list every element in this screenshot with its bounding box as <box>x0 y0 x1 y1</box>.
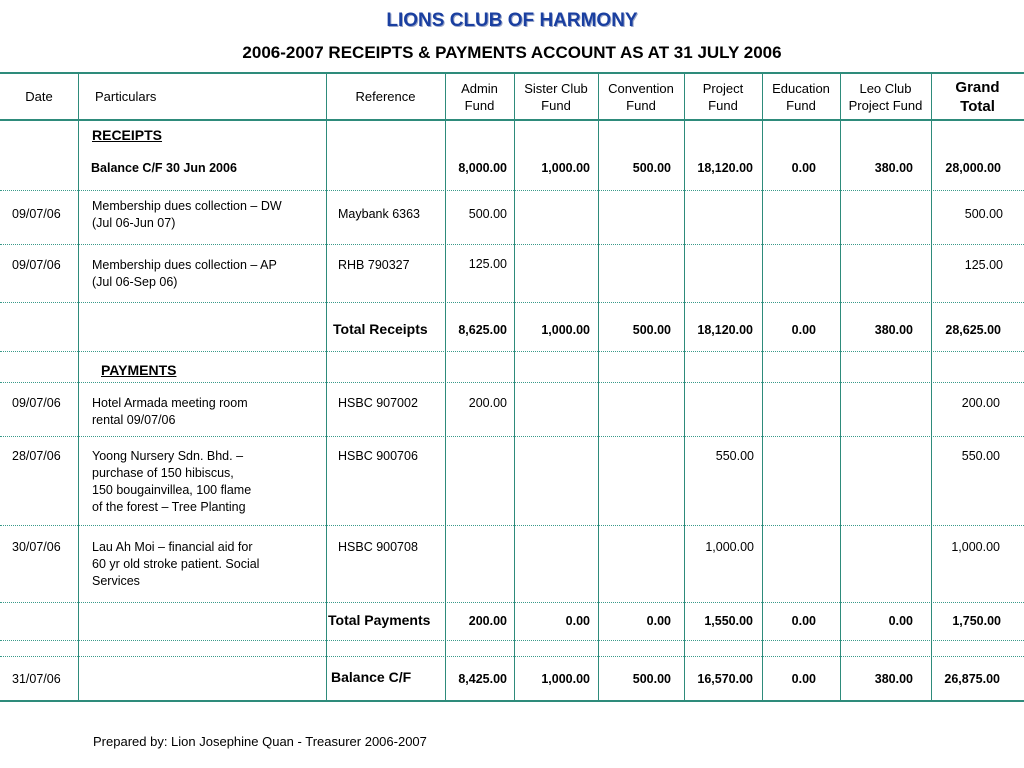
table-row-project: 1,000.00 <box>705 540 754 554</box>
page-title: LIONS CLUB OF HARMONY <box>386 10 638 31</box>
total-receipts-grand: 28,625.00 <box>945 323 1001 337</box>
row-divider <box>0 351 1024 352</box>
row-divider <box>0 656 1024 657</box>
total-payments-convention: 0.00 <box>646 614 671 628</box>
closing-education: 0.00 <box>791 672 816 686</box>
header-leo-club-project-fund: Leo Club Project Fund <box>848 81 923 113</box>
row-divider <box>0 602 1024 603</box>
balance-sister: 1,000.00 <box>541 161 590 175</box>
table-row-reference: HSBC 900706 <box>338 449 418 463</box>
row-divider <box>0 640 1024 641</box>
row-divider <box>0 382 1024 383</box>
closing-date: 31/07/06 <box>12 672 61 686</box>
prepared-by-footer: Prepared by: Lion Josephine Quan - Treasurer 2006-2007 <box>93 734 427 749</box>
total-receipts-project: 18,120.00 <box>697 323 753 337</box>
table-row-grand: 1,000.00 <box>951 540 1000 554</box>
total-payments-sister: 0.00 <box>565 614 590 628</box>
table-row-particulars: Membership dues collection – DW (Jul 06-Jun 07) <box>92 199 282 230</box>
row-divider <box>0 525 1024 526</box>
column-divider <box>514 72 515 700</box>
total-receipts-label: Total Receipts <box>333 321 428 337</box>
header-bottom-rule <box>0 119 1024 121</box>
column-divider <box>762 72 763 700</box>
header-grand-total: Grand Total <box>955 79 1000 115</box>
closing-grand: 26,875.00 <box>944 672 1000 686</box>
table-row-date: 09/07/06 <box>12 207 61 221</box>
column-divider <box>931 72 932 700</box>
header-education-fund: Education Fund <box>772 81 830 113</box>
table-row-particulars: Lau Ah Moi – financial aid for 60 yr old stroke patient. Social Services <box>92 540 260 588</box>
table-row-admin: 200.00 <box>468 396 507 410</box>
table-row-project: 550.00 <box>715 449 754 463</box>
payments-heading: PAYMENTS <box>101 362 177 378</box>
row-divider <box>0 436 1024 437</box>
column-divider <box>598 72 599 700</box>
closing-leo: 380.00 <box>874 672 913 686</box>
header-reference: Reference <box>355 89 416 104</box>
table-row-particulars: Membership dues collection – AP (Jul 06-Sep 06) <box>92 258 277 289</box>
balance-grand: 28,000.00 <box>945 161 1001 175</box>
total-receipts-admin: 8,625.00 <box>458 323 507 337</box>
header-top-rule <box>0 72 1024 74</box>
total-payments-label: Total Payments <box>328 612 431 628</box>
table-row-grand: 200.00 <box>961 396 1000 410</box>
table-row-grand: 125.00 <box>964 258 1003 272</box>
closing-project: 16,570.00 <box>697 672 753 686</box>
total-payments-admin: 200.00 <box>468 614 507 628</box>
total-receipts-convention: 500.00 <box>632 323 671 337</box>
table-row-date: 09/07/06 <box>12 258 61 272</box>
closing-convention: 500.00 <box>632 672 671 686</box>
table-row-date: 09/07/06 <box>12 396 61 410</box>
total-payments-leo: 0.00 <box>888 614 913 628</box>
closing-admin: 8,425.00 <box>458 672 507 686</box>
table-row-reference: RHB 790327 <box>338 258 410 272</box>
total-receipts-sister: 1,000.00 <box>541 323 590 337</box>
receipts-heading: RECEIPTS <box>92 127 163 143</box>
table-row-reference: Maybank 6363 <box>338 207 421 221</box>
closing-balance-label: Balance C/F <box>331 669 412 685</box>
column-divider <box>326 72 327 700</box>
total-payments-project: 1,550.00 <box>704 614 753 628</box>
table-row-admin: 125.00 <box>468 257 507 271</box>
balance-education: 0.00 <box>791 161 816 175</box>
table-bottom-rule <box>0 700 1024 702</box>
table-row-admin: 500.00 <box>468 207 507 221</box>
column-divider <box>684 72 685 700</box>
table-row-grand: 550.00 <box>961 449 1000 463</box>
table-row-date: 28/07/06 <box>12 449 61 463</box>
closing-sister: 1,000.00 <box>541 672 590 686</box>
row-divider <box>0 244 1024 245</box>
balance-project: 18,120.00 <box>697 161 753 175</box>
page-subtitle: 2006-2007 RECEIPTS & PAYMENTS ACCOUNT AS AT 31 JULY 2006 <box>242 43 782 62</box>
table-row-reference: HSBC 900708 <box>338 540 418 554</box>
balance-admin: 8,000.00 <box>458 161 507 175</box>
table-row-date: 30/07/06 <box>12 540 61 554</box>
header-sister-club-fund: Sister Club Fund <box>524 81 588 113</box>
total-payments-grand: 1,750.00 <box>952 614 1001 628</box>
total-payments-education: 0.00 <box>791 614 816 628</box>
header-convention-fund: Convention Fund <box>608 81 674 113</box>
column-divider <box>445 72 446 700</box>
total-receipts-leo: 380.00 <box>874 323 913 337</box>
total-receipts-education: 0.00 <box>791 323 816 337</box>
balance-leo: 380.00 <box>874 161 913 175</box>
row-divider <box>0 302 1024 303</box>
table-row-particulars: Hotel Armada meeting room rental 09/07/06 <box>92 396 248 427</box>
row-divider <box>0 190 1024 191</box>
table-row-reference: HSBC 907002 <box>338 396 418 410</box>
header-admin-fund: Admin Fund <box>461 81 498 113</box>
balance-convention: 500.00 <box>632 161 671 175</box>
header-particulars: Particulars <box>95 89 157 104</box>
column-divider <box>78 72 79 700</box>
header-project-fund: Project Fund <box>702 81 744 113</box>
column-divider <box>840 72 841 700</box>
header-date: Date <box>25 89 53 104</box>
table-row-particulars: Yoong Nursery Sdn. Bhd. – purchase of 150 hibiscus, 150 bougainvillea, 100 flame of the forest – Tree Planting <box>92 449 252 514</box>
balance-bf-label: Balance C/F 30 Jun 2006 <box>91 161 237 175</box>
table-row-grand: 500.00 <box>964 207 1003 221</box>
